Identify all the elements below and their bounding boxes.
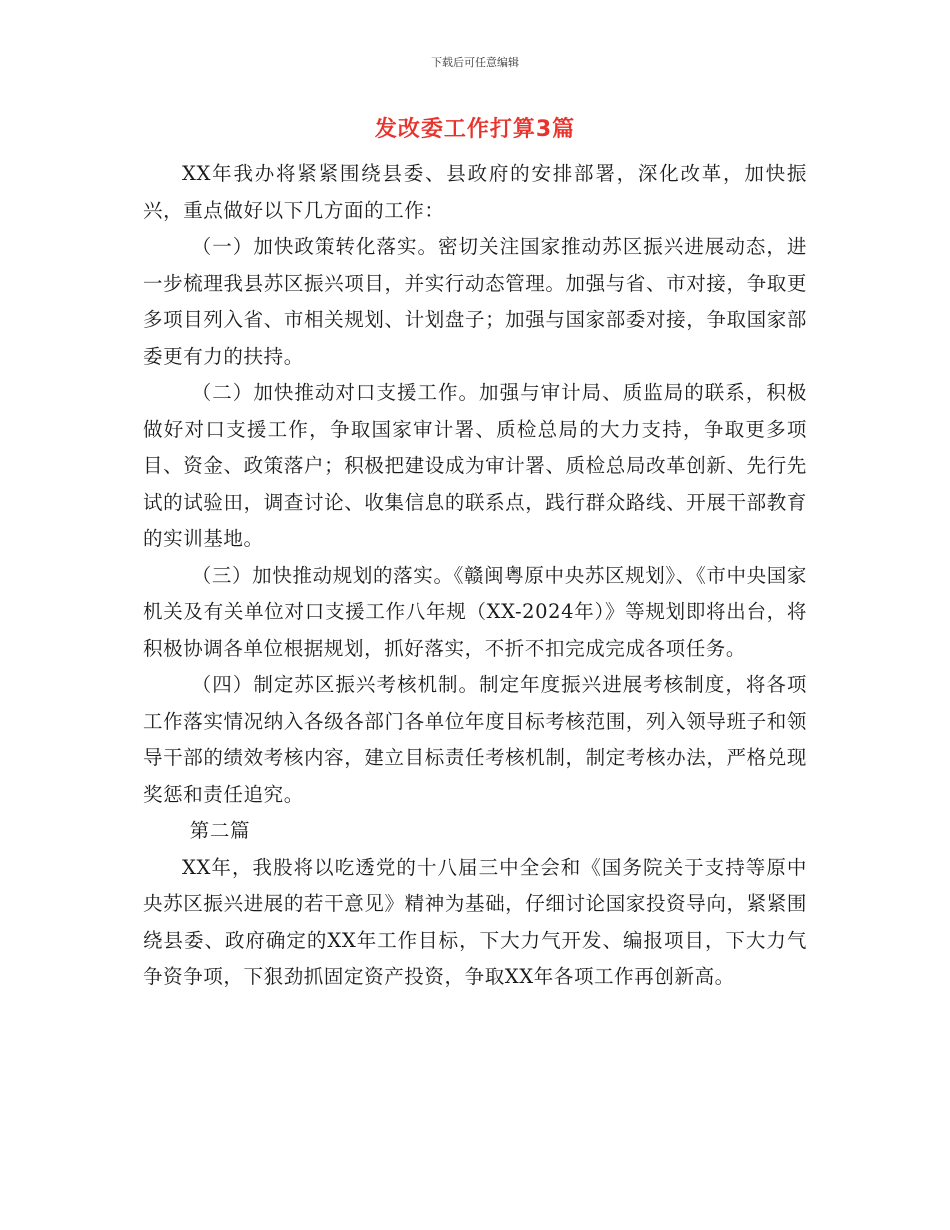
paragraph-item-4: （四）制定苏区振兴考核机制。制定年度振兴进展考核制度，将各项工作落实情况纳入各级各部门各单位年度目标考核范围，列入领导班子和领导干部的绩效考核内容，建立目标责任考核机制，制定考核办法，严格兑现奖惩和责任追究。: [143, 673, 807, 806]
page-header-note: 下载后可任意编辑: [431, 56, 519, 69]
paragraph-item-2: （二）加快推动对口支援工作。加强与审计局、质监局的联系，积极做好对口支援工作，争取国家审计署、质检总局的大力支持，争取更多项目、资金、政策落户；积极把建设成为审计署、质检总局改革创新、先行先试的试验田，调查讨论、收集信息的联系点，践行群众路线、开展干部教育的实训基地。: [143, 381, 807, 550]
paragraph-intro: XX年我办将紧紧围绕县委、县政府的安排部署，深化改革，加快振兴，重点做好以下几方面的工作：: [143, 162, 807, 222]
paragraph-item-1: （一）加快政策转化落实。密切关注国家推动苏区振兴进展动态，进一步梳理我县苏区振兴项目，并实行动态管理。加强与省、市对接，争取更多项目列入省、市相关规划、计划盘子；加强与国家部委对接，争取国家部委更有力的扶持。: [143, 235, 807, 368]
document-body: [143, 156, 807, 996]
document-title: 发改委工作打算3篇: [374, 117, 576, 142]
paragraph-item-3: （三）加快推动规划的落实。《赣闽粤原中央苏区规划》、《市中央国家机关及有关单位对口支援工作八年规（XX-2024年）》等规划即将出台，将积极协调各单位根据规划，抓好落实，不折不扣完成完成各项任务。: [143, 563, 807, 660]
section-heading-second: 第二篇: [189, 819, 251, 842]
paragraph-section2-1: XX年，我股将以吃透党的十八届三中全会和《国务院关于支持等原中央苏区振兴进展的若干意见》精神为基础，仔细讨论国家投资导向，紧紧围绕县委、政府确定的XX年工作目标，下大力气开发、编报项目，下大力气争资争项，下狠劲抓固定资产投资，争取XX年各项工作再创新高。: [143, 855, 807, 988]
